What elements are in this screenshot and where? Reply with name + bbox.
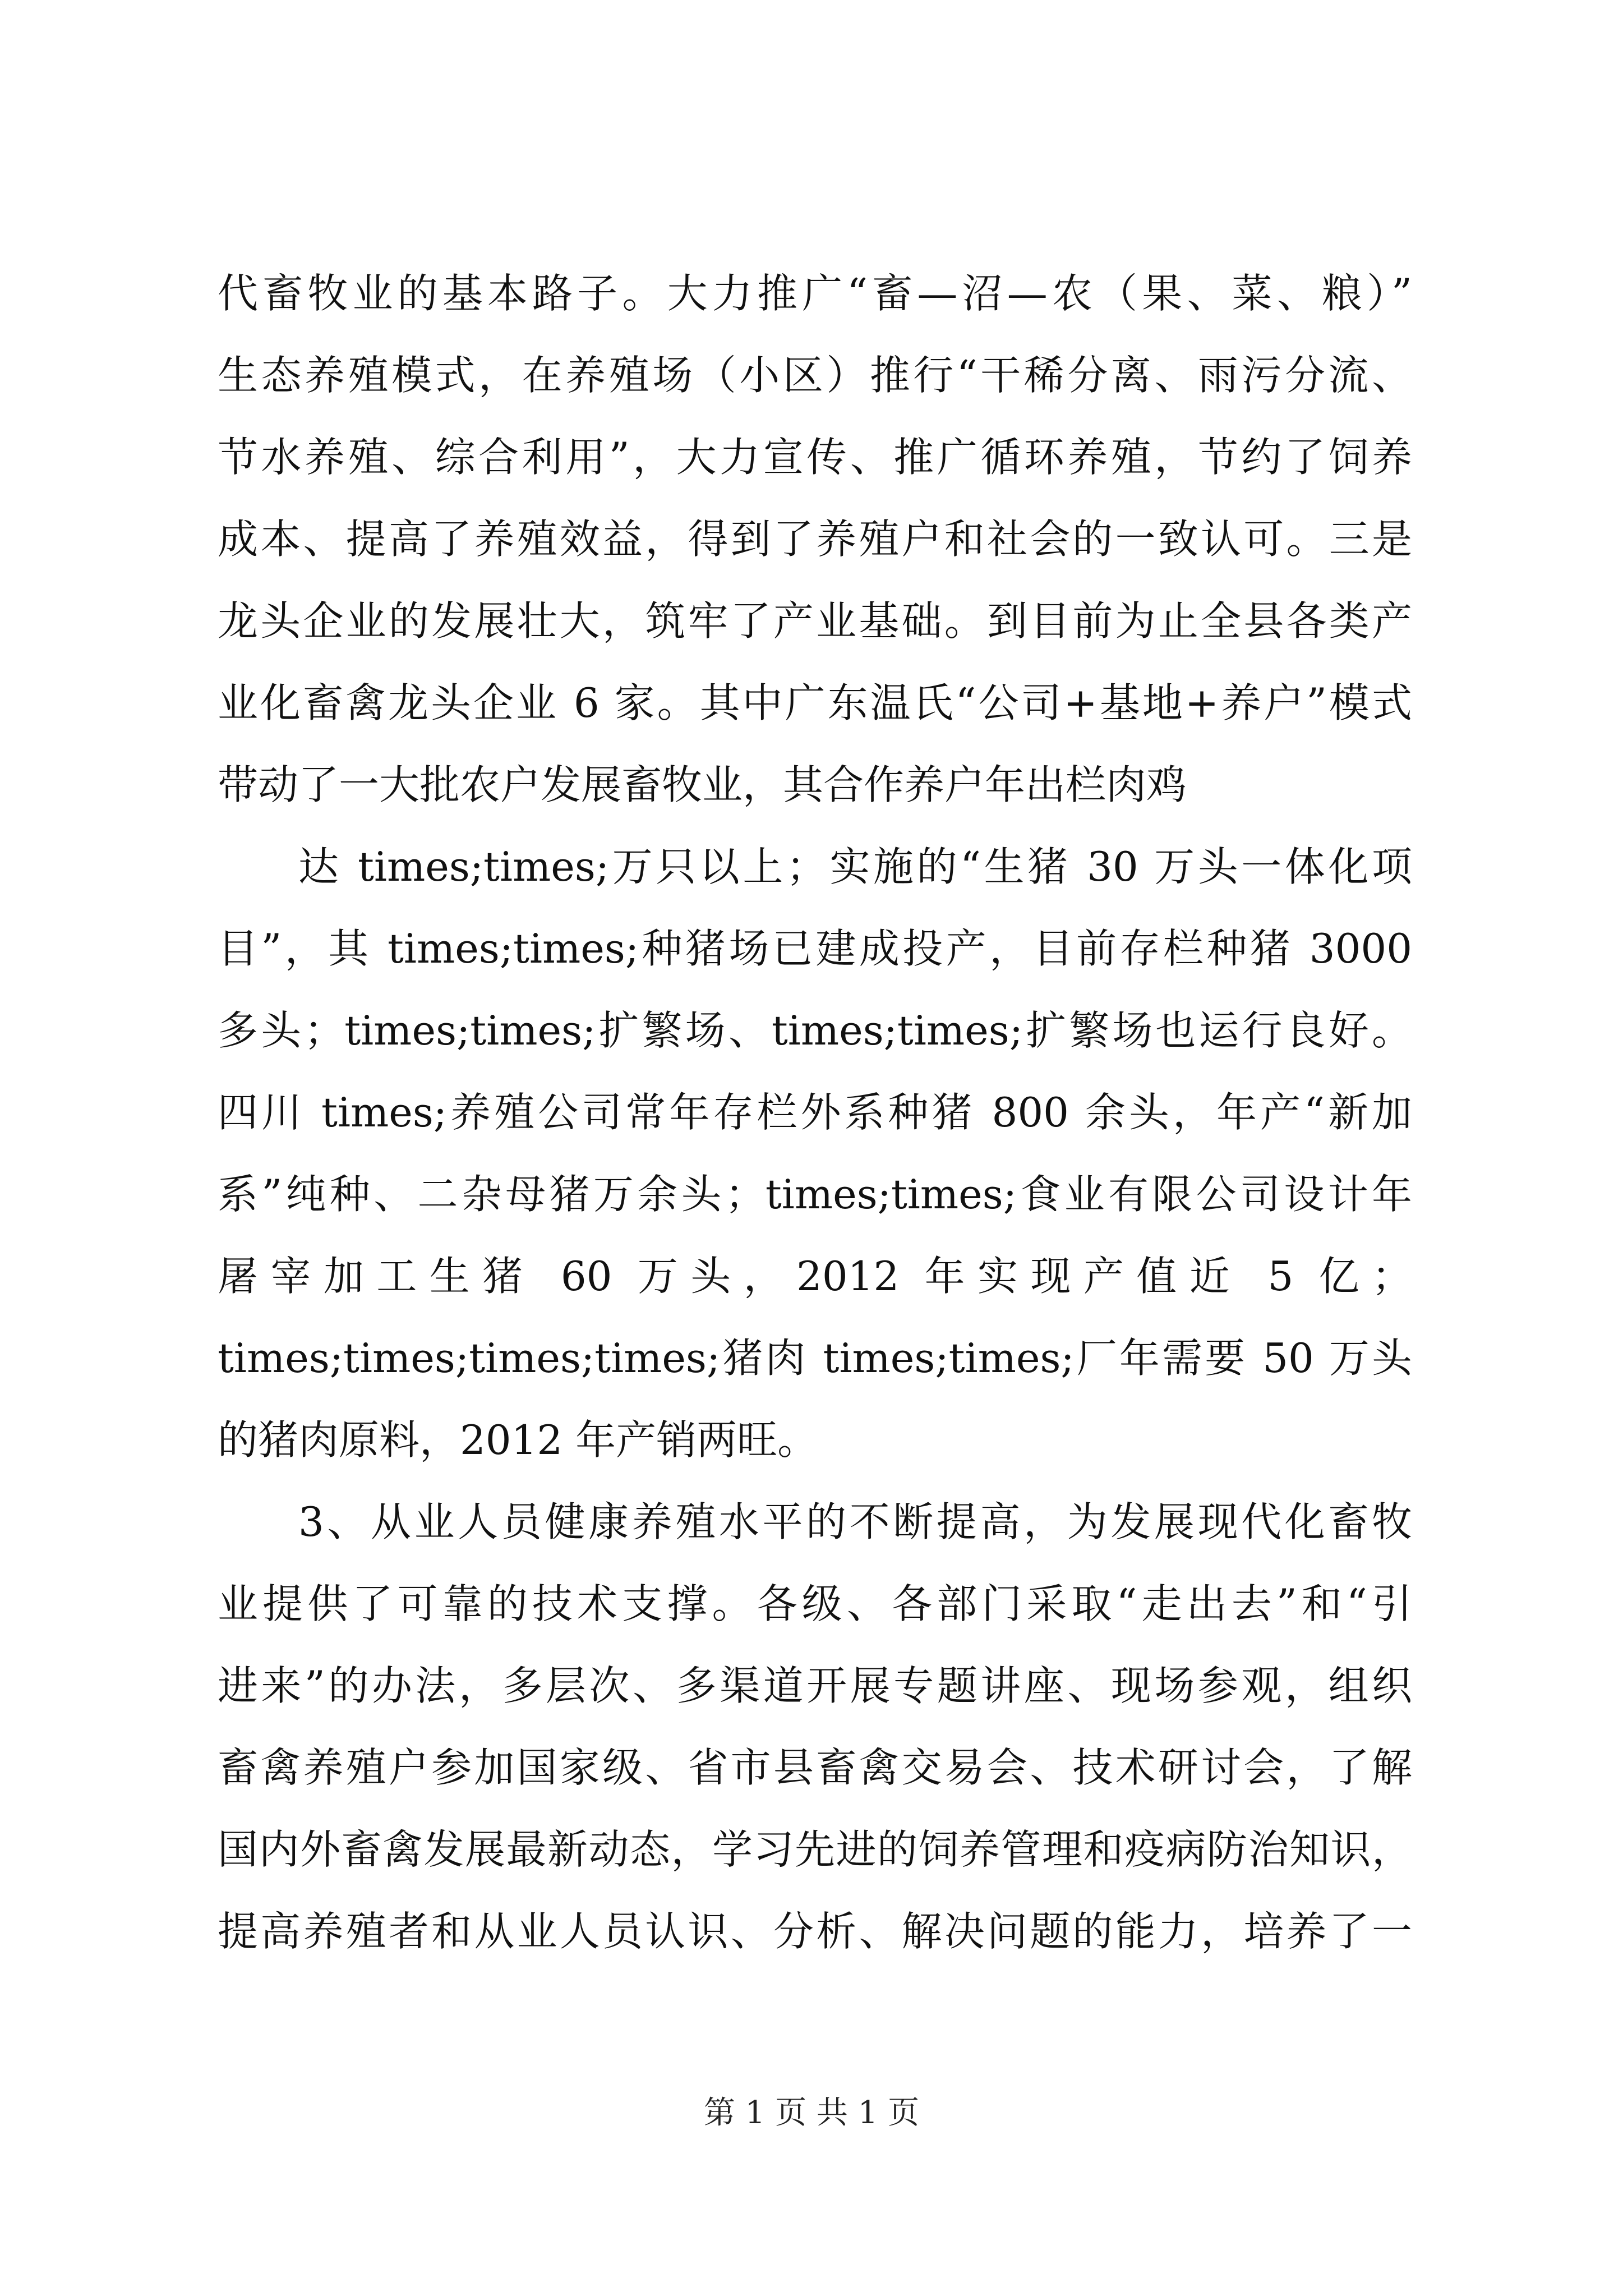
text-line: 进来”的办法，多层次、多渠道开展专题讲座、现场参观，组织	[218, 1662, 1412, 1709]
text-line: 带动了一大批农户发展畜牧业，其合作养户年出栏肉鸡	[218, 761, 1187, 808]
text-line: 目”，其 times;times;种猪场已建成投产，目前存栏种猪 3000	[218, 925, 1412, 972]
text-line: 成本、提高了养殖效益，得到了养殖户和社会的一致认可。三是	[218, 516, 1412, 563]
text-line: 业化畜禽龙头企业 6 家。其中广东温氏“公司+基地+养户”模式	[218, 679, 1412, 726]
text-line: 的猪肉原料，2012 年产销两旺。	[218, 1416, 818, 1464]
page-footer: 第 1 页 共 1 页	[703, 2095, 920, 2131]
text-line: times;times;times;times;猪肉 times;times;厂年需要 50 万头	[218, 1335, 1412, 1382]
paragraph-first-line: 3、从业人员健康养殖水平的不断提高，为发展现代化畜牧	[298, 1498, 1412, 1545]
text-line: 生态养殖模式，在养殖场（小区）推行“干稀分离、雨污分流、	[218, 352, 1412, 399]
text-line: 国内外畜禽发展最新动态，学习先进的饲养管理和疫病防治知识，	[218, 1826, 1412, 1873]
paragraph-first-line: 达 times;times;万只以上；实施的“生猪 30 万头一体化项	[298, 843, 1412, 890]
text-line: 龙头企业的发展壮大，筑牢了产业基础。到目前为止全县各类产	[218, 597, 1412, 645]
text-line: 业提供了可靠的技术支撑。各级、各部门采取“走出去”和“引	[218, 1580, 1412, 1627]
text-line: 多头；times;times;扩繁场、times;times;扩繁场也运行良好。	[218, 1007, 1412, 1054]
text-line: 系”纯种、二杂母猪万余头；times;times;食业有限公司设计年	[218, 1171, 1412, 1218]
text-line: 节水养殖、综合利用”，大力宣传、推广循环养殖，节约了饲养	[218, 434, 1412, 481]
text-line: 四川 times;养殖公司常年存栏外系种猪 800 余头，年产“新加	[218, 1089, 1412, 1136]
text-line: 屠宰加工生猪 60 万头，2012 年实现产值近 5 亿；	[218, 1253, 1412, 1300]
text-line: 提高养殖者和从业人员认识、分析、解决问题的能力，培养了一	[218, 1908, 1412, 1955]
text-line: 代畜牧业的基本路子。大力推广“畜—沼—农（果、菜、粮）”	[218, 270, 1412, 317]
text-line: 畜禽养殖户参加国家级、省市县畜禽交易会、技术研讨会，了解	[218, 1744, 1412, 1791]
